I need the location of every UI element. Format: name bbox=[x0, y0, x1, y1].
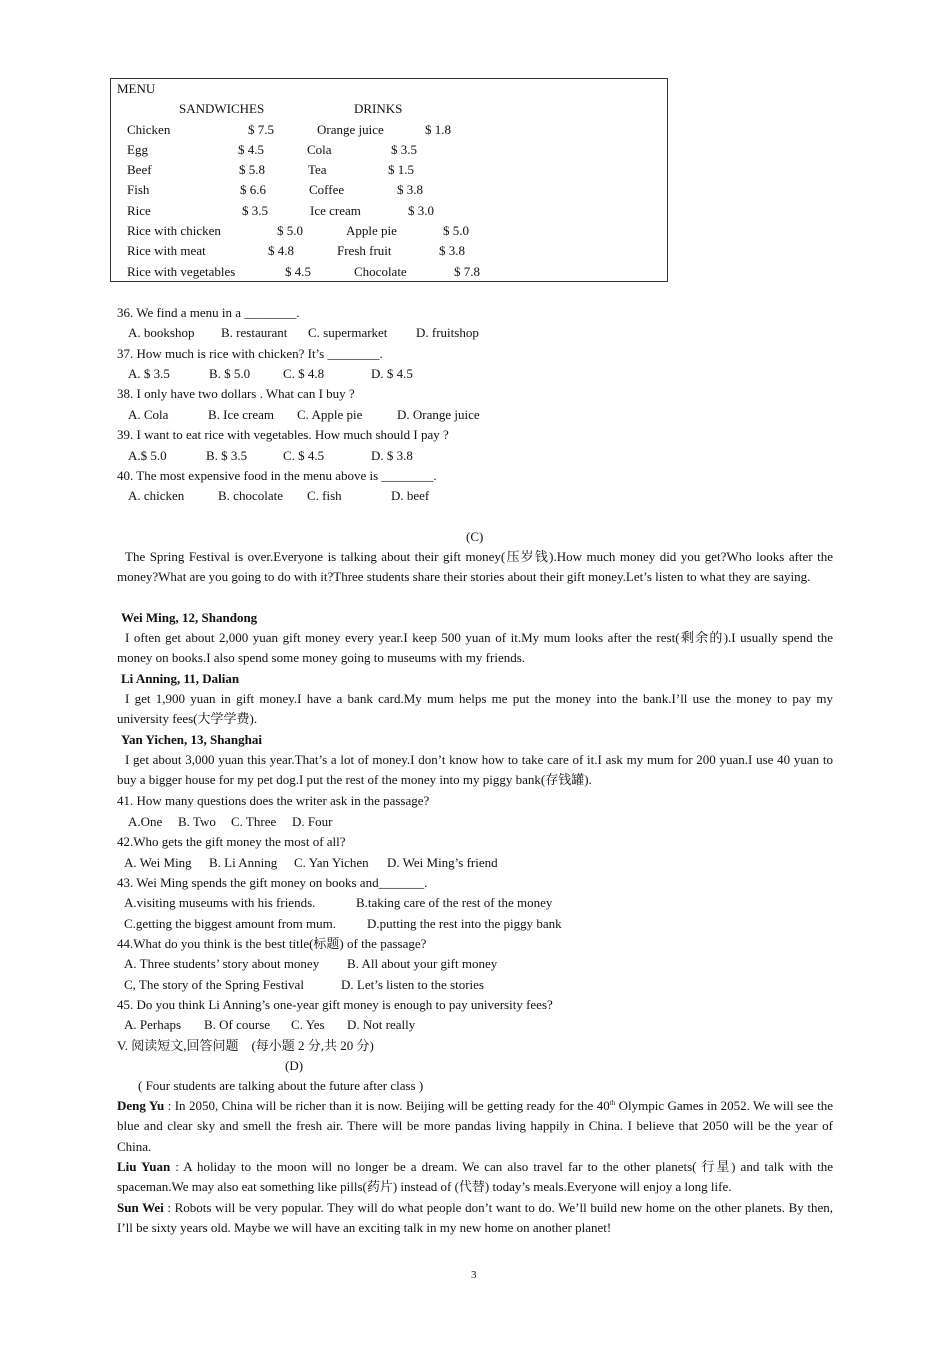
question-41: 41. How many questions does the writer ask in the passage? bbox=[117, 793, 430, 808]
option: C. Three bbox=[231, 814, 277, 829]
option: B. Two bbox=[178, 814, 216, 829]
speaker-text: Olympic Games in 2052. We will see the blue and clear sky and smell the fresh air. There will be more pandas living happily in China. I believe that 2050 will be the year of China. bbox=[117, 1098, 833, 1154]
option: A.$ 5.0 bbox=[128, 448, 167, 463]
section-d-label: (D) bbox=[285, 1058, 304, 1073]
menu-drink-price: $ 3.8 bbox=[397, 182, 423, 197]
section-c-label: (C) bbox=[466, 529, 484, 544]
speaker-name: Wei Ming, 12, Shandong bbox=[121, 610, 258, 625]
option: B. Li Anning bbox=[209, 855, 278, 870]
sandwiches-header: SANDWICHES bbox=[179, 101, 265, 116]
speaker-name: Deng Yu bbox=[117, 1098, 165, 1113]
option: A.visiting museums with his friends. bbox=[124, 895, 316, 910]
option: D. Let’s listen to the stories bbox=[341, 977, 484, 992]
option: D. Not really bbox=[347, 1017, 416, 1032]
menu-food-price: $ 4.5 bbox=[285, 264, 311, 279]
option: C. Apple pie bbox=[297, 407, 363, 422]
option: B. All about your gift money bbox=[347, 956, 498, 971]
option: B.taking care of the rest of the money bbox=[356, 895, 553, 910]
option: C. supermarket bbox=[308, 325, 388, 340]
option: B. restaurant bbox=[221, 325, 288, 340]
option: D. fruitshop bbox=[416, 325, 479, 340]
option: A. bookshop bbox=[128, 325, 195, 340]
superscript: th bbox=[609, 1099, 616, 1107]
menu-drink: Tea bbox=[308, 162, 327, 177]
option: C. Yes bbox=[291, 1017, 325, 1032]
option: C.getting the biggest amount from mum. bbox=[124, 916, 336, 931]
option: D.putting the rest into the piggy bank bbox=[367, 916, 562, 931]
question-44: 44.What do you think is the best title(标题) of the passage? bbox=[117, 936, 427, 951]
menu-food-price: $ 5.8 bbox=[239, 162, 265, 177]
speaker-name: Yan Yichen, 13, Shanghai bbox=[121, 732, 262, 747]
menu-food-price: $ 6.6 bbox=[240, 182, 266, 197]
speaker-text: I get about 3,000 yuan this year.That’s a lot of money.I don’t know how to take care of it.I ask my mum for 200 yuan.I use 40 yuan to buy a bigger house for my pet dog.I put the rest of the money into my piggy bank(存钱罐). bbox=[117, 752, 833, 788]
question-38: 38. I only have two dollars . What can I buy ? bbox=[117, 386, 355, 401]
menu-food: Rice with chicken bbox=[127, 223, 221, 238]
option: C. Yan Yichen bbox=[294, 855, 369, 870]
option: A. chicken bbox=[128, 488, 185, 503]
menu-food: Chicken bbox=[127, 122, 171, 137]
option: B. Of course bbox=[204, 1017, 271, 1032]
speaker-paragraph bbox=[117, 1198, 833, 1239]
menu-food: Rice bbox=[127, 203, 151, 218]
speaker-name: Sun Wei bbox=[117, 1200, 164, 1215]
menu-drink-price: $ 3.8 bbox=[439, 243, 465, 258]
speaker-name: Liu Yuan bbox=[117, 1159, 171, 1174]
question-36: 36. We find a menu in a ________. bbox=[117, 305, 300, 320]
menu-food-price: $ 7.5 bbox=[248, 122, 274, 137]
menu-drink-price: $ 1.5 bbox=[388, 162, 414, 177]
speaker-text: : A holiday to the moon will no longer be a dream. We can also travel far to the other planets( 行星) and talk with the spaceman.We may also eat something like pills(药片) instead of (代替) today’s meals.Everyone will enjoy a long life. bbox=[117, 1159, 833, 1195]
menu-drink: Apple pie bbox=[346, 223, 397, 238]
speaker-text: I get 1,900 yuan in gift money.I have a bank card.My mum helps me put the money into the bank.I’ll use the money to pay my university fees(大学学费). bbox=[117, 691, 833, 727]
menu-food: Rice with vegetables bbox=[127, 264, 236, 279]
menu-title: MENU bbox=[117, 81, 156, 96]
option: A. Wei Ming bbox=[124, 855, 192, 870]
menu-drink-price: $ 5.0 bbox=[443, 223, 469, 238]
section-v-heading: V. 阅读短文,回答问题 (每小题 2 分,共 20 分) bbox=[117, 1038, 374, 1053]
menu-food-price: $ 5.0 bbox=[277, 223, 303, 238]
speaker-paragraph bbox=[117, 1096, 833, 1157]
menu-drink: Cola bbox=[307, 142, 332, 157]
option: D. $ 4.5 bbox=[371, 366, 413, 381]
menu-food: Beef bbox=[127, 162, 152, 177]
menu-food-price: $ 4.5 bbox=[238, 142, 264, 157]
menu-drink-price: $ 7.8 bbox=[454, 264, 480, 279]
menu-drink: Coffee bbox=[309, 182, 345, 197]
menu-drink-price: $ 3.5 bbox=[391, 142, 417, 157]
menu-food-price: $ 4.8 bbox=[268, 243, 294, 258]
speaker-name: Li Anning, 11, Dalian bbox=[121, 671, 240, 686]
menu-food-price: $ 3.5 bbox=[242, 203, 268, 218]
option: D. $ 3.8 bbox=[371, 448, 413, 463]
menu-drink: Orange juice bbox=[317, 122, 384, 137]
option: A. $ 3.5 bbox=[128, 366, 170, 381]
option: D. beef bbox=[391, 488, 430, 503]
menu-drink-price: $ 3.0 bbox=[408, 203, 434, 218]
question-40: 40. The most expensive food in the menu above is ________. bbox=[117, 468, 437, 483]
question-37: 37. How much is rice with chicken? It’s ________. bbox=[117, 346, 383, 361]
menu-drink: Chocolate bbox=[354, 264, 407, 279]
menu-food: Fish bbox=[127, 182, 150, 197]
question-42: 42.Who gets the gift money the most of all? bbox=[117, 834, 346, 849]
option: A. Cola bbox=[128, 407, 169, 422]
option: B. $ 3.5 bbox=[206, 448, 248, 463]
option: D. Four bbox=[292, 814, 333, 829]
question-43: 43. Wei Ming spends the gift money on books and_______. bbox=[117, 875, 428, 890]
option: A. Three students’ story about money bbox=[124, 956, 320, 971]
option: D. Orange juice bbox=[397, 407, 480, 422]
page-number: 3 bbox=[471, 1269, 477, 1281]
menu-drink-price: $ 1.8 bbox=[425, 122, 451, 137]
speaker-text: : In 2050, China will be richer than it is now. Beijing will be getting ready for the 40 bbox=[164, 1098, 610, 1113]
question-39: 39. I want to eat rice with vegetables. How much should I pay ? bbox=[117, 427, 449, 442]
option: C, The story of the Spring Festival bbox=[124, 977, 304, 992]
option: C. fish bbox=[307, 488, 342, 503]
option: B. chocolate bbox=[218, 488, 283, 503]
option: A. Perhaps bbox=[124, 1017, 182, 1032]
section-d-context: ( Four students are talking about the future after class ) bbox=[138, 1078, 424, 1093]
speaker-text: I often get about 2,000 yuan gift money every year.I keep 500 yuan of it.My mum looks after the rest(剩余的).I usually spend the money on books.I also spend some money going to museums with my friends. bbox=[117, 630, 833, 666]
menu-drink: Fresh fruit bbox=[337, 243, 392, 258]
question-45: 45. Do you think Li Anning’s one-year gift money is enough to pay university fees? bbox=[117, 997, 553, 1012]
option: B. $ 5.0 bbox=[209, 366, 251, 381]
drinks-header: DRINKS bbox=[354, 101, 403, 116]
speaker-paragraph bbox=[117, 1157, 833, 1198]
menu-food: Rice with meat bbox=[127, 243, 206, 258]
option: D. Wei Ming’s friend bbox=[387, 855, 498, 870]
speaker-text: : Robots will be very popular. They will do what people don’t want to do. We’ll build new home on the other planets. By then, I’ll be sixty years old. Maybe we will have an exciting talk in my new home on another planet! bbox=[117, 1200, 833, 1236]
option: C. $ 4.5 bbox=[283, 448, 325, 463]
menu-drink: Ice cream bbox=[310, 203, 361, 218]
section-c-intro: The Spring Festival is over.Everyone is talking about their gift money(压岁钱).How much money did you get?Who looks after the money?What are you going to do with it?Three students share their stories about their gift money.Let’s listen to what they are saying. bbox=[117, 549, 833, 585]
option: A.One bbox=[128, 814, 163, 829]
option: B. Ice cream bbox=[208, 407, 275, 422]
menu-food: Egg bbox=[127, 142, 148, 157]
option: C. $ 4.8 bbox=[283, 366, 325, 381]
